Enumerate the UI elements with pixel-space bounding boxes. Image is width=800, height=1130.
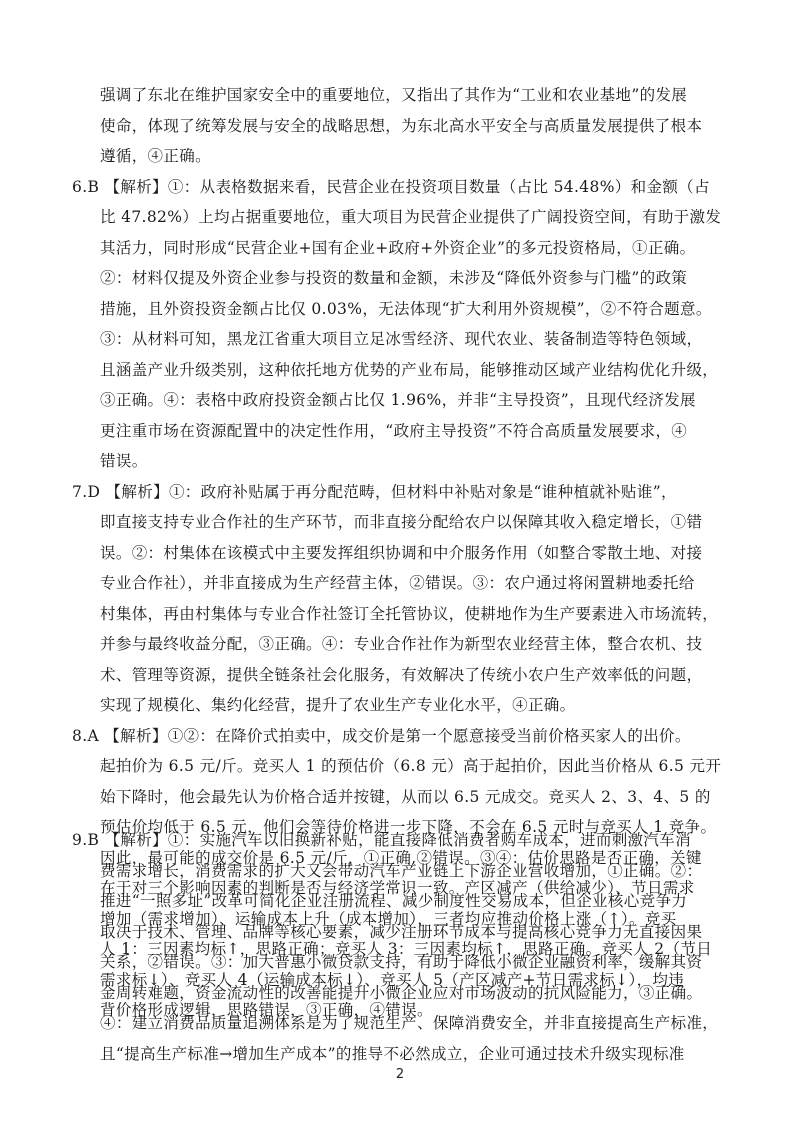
text-line: 即直接支持专业合作社的生产环节，而非直接分配给农户以保障其收入稳定增长，①错: [100, 513, 703, 531]
text-line: 金周转难题，资金流动性的改善能提升小微企业应对市场波动的抗风险能力，③正确。: [100, 983, 703, 1002]
text-line: 6.B 【解析】①：从表格数据来看，民营企业在投资项目数量（占比 54.48%）和金额（占: [72, 177, 710, 196]
text-line: 增加（需求增加）、运输成本上升（成本增加），三者均应推动价格上涨（↑）。竞买: [100, 909, 677, 928]
text-line: 强调了东北在维护国家安全中的重要地位，又指出了其作为“工业和农业基地”的发展: [100, 86, 688, 104]
text-line: 起拍价为 6.5 元/斤。竞买人 1 的预估价（6.8 元）高于起拍价，因此当价格从 6.5 元开: [100, 757, 722, 775]
answer-6: [72, 172, 732, 477]
text-line: 取决于技术、管理、品牌等核心要素，减少注册环节成本与提高核心竞争力无直接因果: [100, 922, 703, 941]
text-line: 且涵盖产业升级类别，这种依托地方优势的产业布局，能够推动区域产业结构优化升级，: [100, 360, 719, 379]
text-line: 并参与最终收益分配，③正确。④：专业合作社作为新型农业经营主体，整合农机、技: [100, 635, 703, 653]
text-line: 费需求增长，消费需求的扩大又会带动汽车产业链上下游企业营收增加，①正确。②：: [100, 861, 703, 880]
answer-9: [72, 825, 732, 1069]
text-line: 使命，体现了统筹发展与安全的战略思想，为东北高水平安全与高质量发展提供了根本: [100, 116, 703, 135]
text-line: 7.D 【解析】①：政府补贴属于再分配范畴，但材料中补贴对象是“谁种植就补贴谁”，: [72, 482, 677, 501]
text-line: 8.A 【解析】①②：在降价式拍卖中，成交价是第一个愿意接受当前价格买家人的出价。: [72, 726, 691, 745]
text-line: 比 47.82%）上均占据重要地位，重大项目为民营企业提供了广阔投资空间，有助于激发: [100, 208, 722, 226]
text-line: 关系，②错误。③：加大普惠小微贷款支持，有助于降低小微企业融资利率，缓解其资: [100, 953, 703, 971]
text-line: 在于对三个影响因素的判断是否与经济学常识一致。产区减产（供给减少）、节日需求: [100, 879, 695, 897]
text-line: ④：建立消费品质量追溯体系是为了规范生产、保障消费安全，并非直接提高生产标准，: [100, 1014, 719, 1032]
text-line: 预估价均低于 6.5 元，他们会等待价格进一步下降，不会在 6.5 元时与竞买人 1 竞争。: [100, 818, 717, 836]
text-line: ③正确。④：表格中政府投资金额占比仅 1.96%，并非“主导投资”，且现代经济发展: [100, 391, 696, 409]
text-line: 误。②：村集体在该模式中主要发挥组织协调和中介服务作用（如整合零散土地、对接: [100, 543, 703, 562]
answer-7: [72, 477, 732, 721]
text-line: 错误。: [100, 452, 148, 470]
text-line: 且“提高生产标准→增加生产成本”的推导不必然成立，企业可通过技术升级实现标准: [100, 1044, 685, 1063]
text-line: 术、管理等资源，提供全链条社会化服务，有效解决了传统小农户生产效率低的问题，: [100, 665, 703, 684]
text-line: 背价格形成逻辑，思路错误，③正确，④错误。: [100, 1001, 433, 1019]
text-line: 需求标↓）、竞买人 4（运输成本标↓）、竞买人 5（产区减产+节日需求标↓），均违: [100, 970, 685, 989]
text-line: 因此，最可能的成交价是 6.5 元/斤，①正确,②错误。③④：估价思路是否正确，关键: [100, 848, 702, 867]
text-line: ②：材料仅提及外资企业参与投资的数量和金额，未涉及“降低外资参与门槛”的政策: [100, 269, 688, 287]
text-line: 措施，且外资投资金额占比仅 0.03%，无法体现“扩大利用外资规模”，②不符合题意。: [100, 299, 712, 318]
text-line: 推进“一照多址”改革可简化企业注册流程、减少制度性交易成本，但企业核心竞争力: [100, 892, 688, 910]
page-number: 2: [395, 1067, 405, 1082]
text-line: 更注重市场在资源配置中的决定性作用，“政府主导投资”不符合高质量发展要求，④: [100, 421, 688, 440]
text-line: 遵循，④正确。: [100, 147, 211, 165]
intro-paragraph: [72, 80, 732, 172]
text-line: 实现了规模化、集约化经营，提升了农业生产专业化水平，④正确。: [100, 696, 576, 714]
text-line: 专业合作社），并非直接成为生产经营主体，②错误。③：农户通过将闲置耕地委托给: [100, 574, 695, 592]
text-line: 村集体，再由村集体与专业合作社签订全托管协议，使耕地作为生产要素进入市场流转，: [100, 604, 719, 623]
text-line: 9.B 【解析】①：实施汽车以旧换新补贴，能直接降低消费者购车成本，进而刺激汽车消: [72, 831, 691, 849]
text-line: 其活力，同时形成“民营企业+国有企业+政府+外资企业”的多元投资格局，①正确。: [100, 238, 696, 257]
text-line: ③：从材料可知，黑龙江省重大项目立足冰雪经济、现代农业、装备制造等特色领域，: [100, 330, 703, 348]
text-line: 人 1：三因素均标↑，思路正确；竞买人 3：三因素均标↑，思路正确。竞买人 2（节日: [100, 940, 713, 958]
text-line: 始下降时，他会最先认为价格合适并按键，从而以 6.5 元成交。竞买人 2、3、4、5 的: [100, 787, 711, 806]
